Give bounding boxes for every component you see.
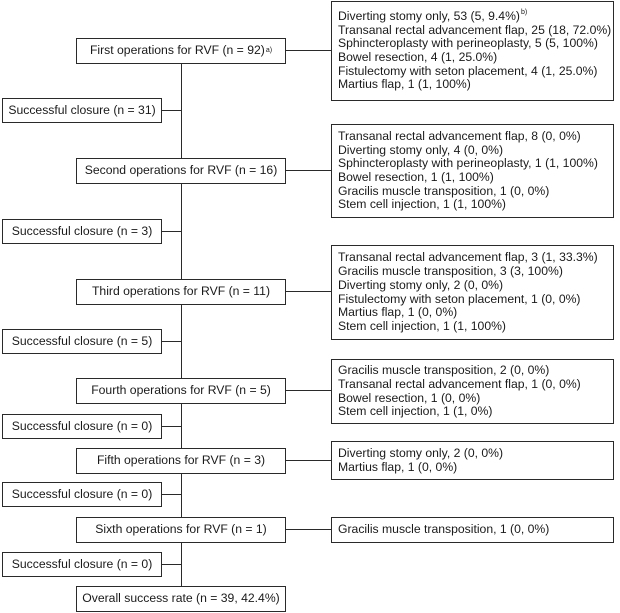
overall-success-label: Overall success rate (n = 39, 42.4%) <box>82 591 280 606</box>
closure-box-second <box>2 219 162 244</box>
detail-item: Stem cell injection, 1 (1, 100%) <box>338 318 506 333</box>
third-operations-details <box>331 245 614 340</box>
detail-item: Fistulectomy with seton placement, 4 (1, 25.0%) <box>338 63 598 78</box>
closure-connector <box>161 494 181 495</box>
overall-success-box <box>76 586 286 612</box>
detail-text: Diverting stomy only, 53 (5, 9.4%) <box>338 8 520 23</box>
detail-item: Transanal rectal advancement flap, 1 (0, 0%) <box>338 376 581 391</box>
fifth-operations-details <box>331 441 614 480</box>
detail-connector <box>285 291 331 292</box>
closure-box-first <box>2 98 162 123</box>
closure-label: Successful closure (n = 0) <box>11 418 153 433</box>
detail-item: Transanal rectal advancement flap, 25 (18, 72.0%) <box>338 22 612 37</box>
main-flow-connector <box>181 63 182 587</box>
detail-connector <box>285 170 331 171</box>
detail-item: Fistulectomy with seton placement, 1 (0, 0%) <box>338 291 581 306</box>
detail-connector <box>285 460 331 461</box>
detail-item: Diverting stomy only, 4 (0, 0%) <box>338 142 504 157</box>
detail-item: Sphincteroplasty with perineoplasty, 5 (5, 100%) <box>338 36 598 51</box>
closure-box-sixth <box>2 552 162 577</box>
third-operations-box <box>76 279 286 305</box>
closure-connector <box>161 564 181 565</box>
detail-item: Diverting stomy only, 2 (0, 0%) <box>338 445 504 460</box>
detail-item: Bowel resection, 4 (1, 25.0%) <box>338 50 498 64</box>
closure-box-fourth <box>2 414 162 439</box>
detail-item: Gracilis muscle transposition, 1 (0, 0%) <box>338 183 550 198</box>
detail-item: Martius flap, 1 (0, 0%) <box>338 305 458 320</box>
detail-item: Bowel resection, 1 (1, 100%) <box>338 170 494 184</box>
detail-item: Martius flap, 1 (0, 0%) <box>338 459 458 474</box>
fifth-operations-label: Fifth operations for RVF (n = 3) <box>96 453 266 468</box>
third-operations-label: Third operations for RVF (n = 11) <box>91 284 271 299</box>
detail-item: Sphincteroplasty with perineoplasty, 1 (1, 100%) <box>338 156 598 171</box>
closure-connector <box>161 341 181 342</box>
sixth-operations-box <box>76 517 286 543</box>
detail-item: Gracilis muscle transposition, 2 (0, 0%) <box>338 363 550 378</box>
detail-item: Stem cell injection, 1 (1, 100%) <box>338 197 506 212</box>
detail-item: Martius flap, 1 (1, 100%) <box>338 77 471 92</box>
detail-item: Stem cell injection, 1 (1, 0%) <box>338 404 493 419</box>
closure-label: Successful closure (n = 0) <box>11 556 153 571</box>
closure-connector <box>161 110 181 111</box>
detail-item: Gracilis muscle transposition, 1 (0, 0%) <box>338 522 550 537</box>
first-operations-label: First operations for RVF (n = 92) <box>89 43 265 58</box>
closure-box-third <box>2 329 162 354</box>
first-operations-box: First operations for RVF (n = 92) a) <box>76 38 286 64</box>
detail-connector <box>285 50 331 51</box>
detail-item: Diverting stomy only, 2 (0, 0%) <box>338 277 504 292</box>
footnote-b-marker: b) <box>520 8 528 16</box>
detail-connector <box>285 529 331 530</box>
second-operations-label: Second operations for RVF (n = 16) <box>84 163 278 178</box>
detail-item: Bowel resection, 1 (0, 0%) <box>338 390 481 405</box>
closure-label: Successful closure (n = 3) <box>11 223 153 238</box>
closure-label: Successful closure (n = 5) <box>11 333 153 348</box>
detail-item: Transanal rectal advancement flap, 3 (1, 33.3%) <box>338 250 598 265</box>
fourth-operations-details <box>331 359 614 424</box>
detail-item: Transanal rectal advancement flap, 8 (0, 0%) <box>338 128 581 143</box>
fifth-operations-box <box>76 448 286 474</box>
closure-box-fifth <box>2 482 162 507</box>
sixth-operations-label: Sixth operations for RVF (n = 1) <box>95 522 267 537</box>
fourth-operations-label: Fourth operations for RVF (n = 5) <box>91 383 271 398</box>
detail-item: Gracilis muscle transposition, 3 (3, 100%) <box>338 264 563 279</box>
second-operations-box <box>76 158 286 184</box>
closure-label: Successful closure (n = 0) <box>11 486 153 501</box>
detail-connector <box>285 390 331 391</box>
second-operations-details <box>331 124 614 218</box>
closure-connector <box>161 426 181 427</box>
fourth-operations-box <box>76 378 286 404</box>
closure-connector <box>161 231 181 232</box>
detail-item <box>338 10 613 24</box>
closure-label: Successful closure (n = 31) <box>8 102 156 117</box>
sixth-operations-details <box>331 517 614 543</box>
first-operations-details <box>331 1 614 101</box>
